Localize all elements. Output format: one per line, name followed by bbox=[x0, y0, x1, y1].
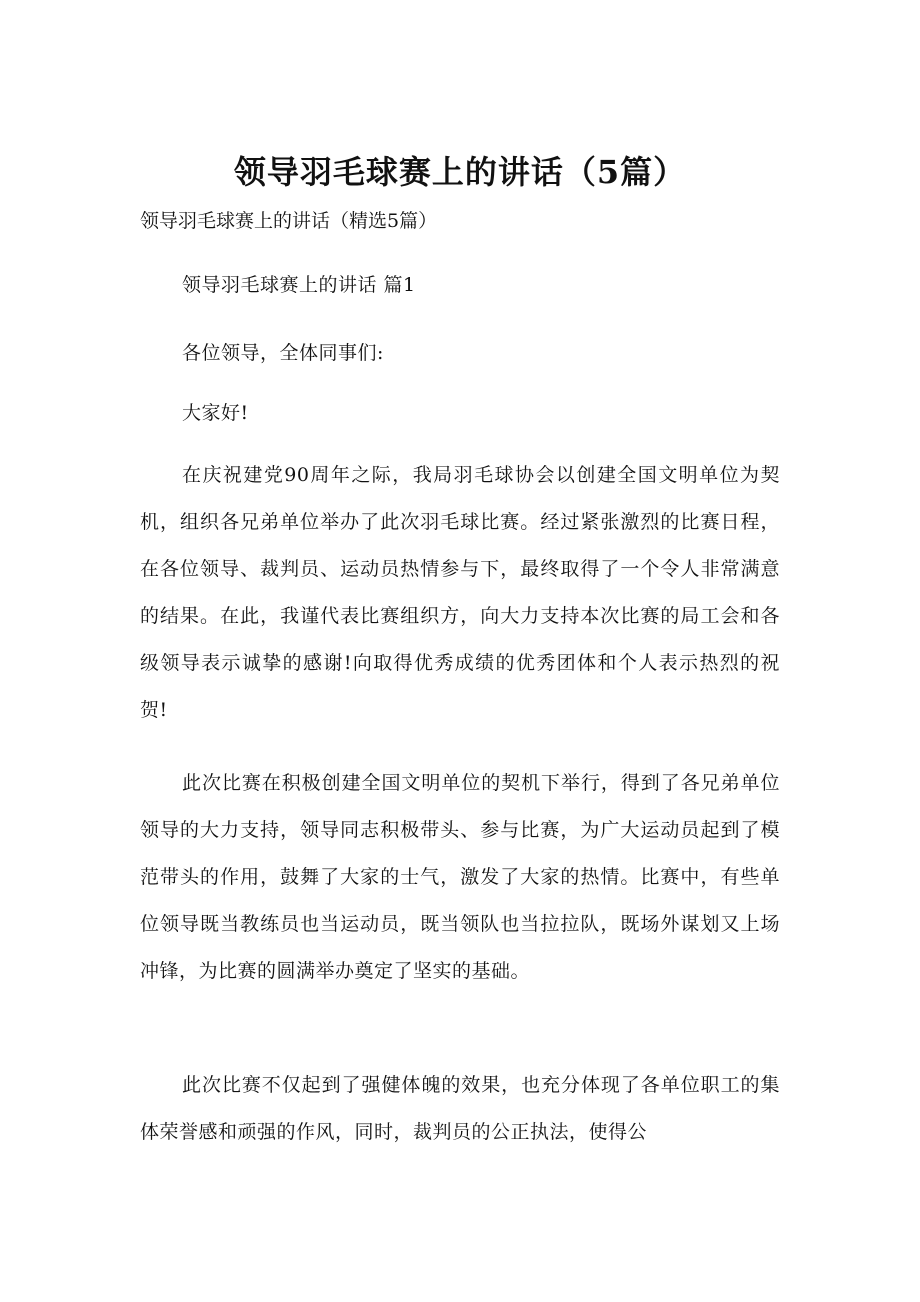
section-heading: 领导羽毛球赛上的讲话 篇1 bbox=[182, 274, 416, 296]
hello-line: 大家好! bbox=[182, 402, 249, 424]
paragraph-2: 此次比赛在积极创建全国文明单位的契机下举行，得到了各兄弟单位领导的大力支持，领导同志积极带头、参与比赛，为广大运动员起到了模范带头的作用，鼓舞了大家的士气，激发了大家的热情。比赛中，有些单位领导既当教练员也当运动员，既当领队也当拉拉队，既场外谋划又上场冲锋，为比赛的圆满举办奠定了坚实的基础。 bbox=[140, 772, 780, 982]
paragraph-3: 此次比赛不仅起到了强健体魄的效果，也充分体现了各单位职工的集体荣誉感和顽强的作风，同时，裁判员的公正执法，使得公 bbox=[140, 1074, 780, 1143]
document-subtitle: 领导羽毛球赛上的讲话（精选5篇） bbox=[140, 210, 438, 232]
paragraph-1: 在庆祝建党90周年之际，我局羽毛球协会以创建全国文明单位为契机，组织各兄弟单位举办了此次羽毛球比赛。经过紧张激烈的比赛日程，在各位领导、裁判员、运动员热情参与下，最终取得了一个令人非常满意的结果。在此，我谨代表比赛组织方，向大力支持本次比赛的局工会和各级领导表示诚挚的感谢!向取得优秀成绩的优秀团体和个人表示热烈的祝贺! bbox=[140, 464, 780, 721]
greeting-line: 各位领导，全体同事们: bbox=[182, 342, 384, 364]
document-title: 领导羽毛球赛上的讲话（5篇） bbox=[233, 153, 687, 191]
